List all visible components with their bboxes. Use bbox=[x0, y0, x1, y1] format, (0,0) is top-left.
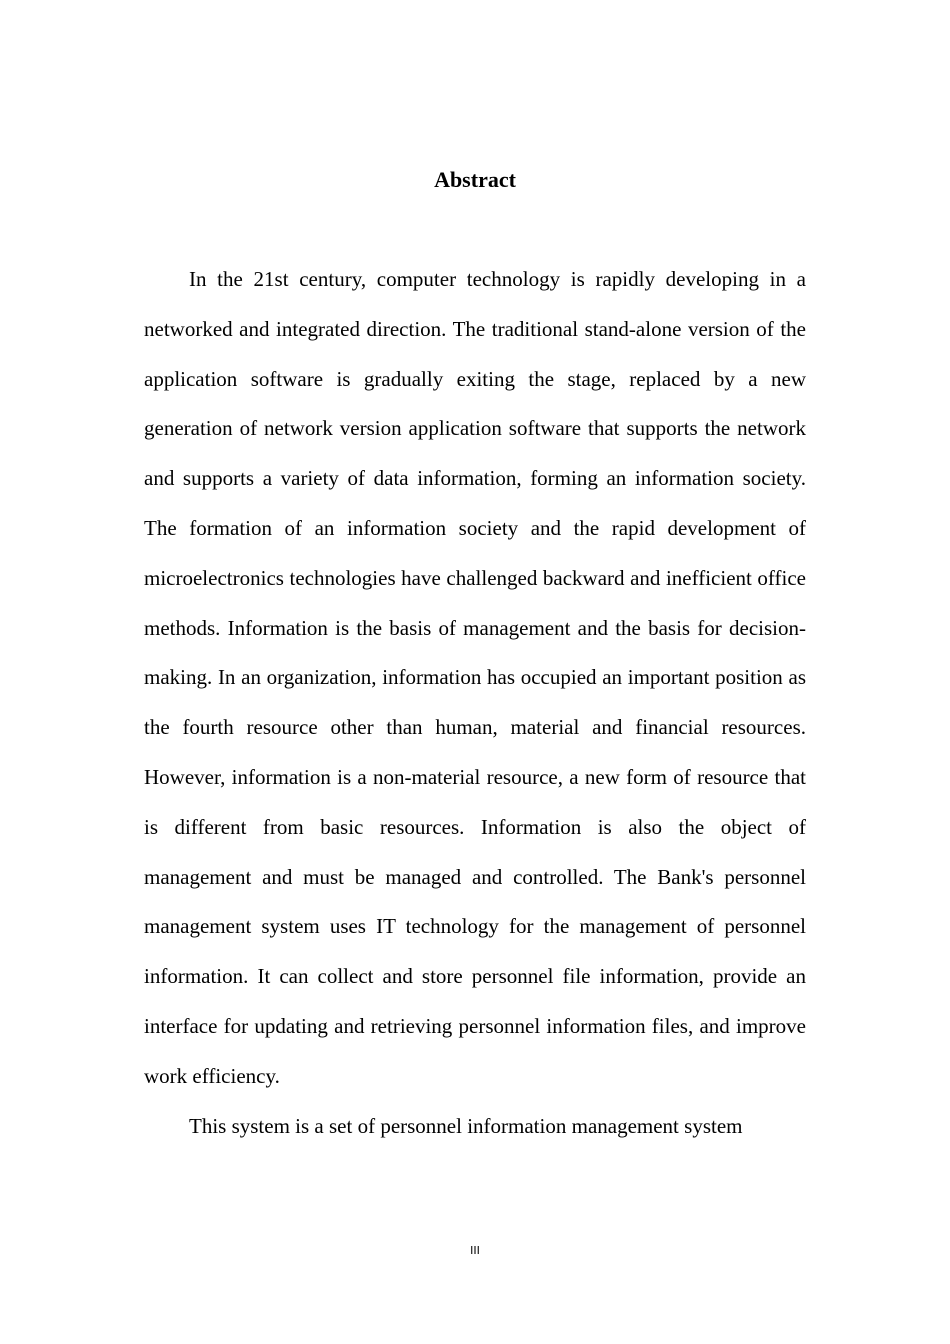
abstract-body bbox=[144, 255, 806, 1151]
abstract-paragraph-1: In the 21st century, computer technology is rapidly developing in a networked and integrated direction. The traditional stand-alone version of the application software is gradually exiting the stage, replaced by a new generation of network version application software that supports the network and supports a variety of data information, forming an information society. The formation of an information society and the rapid development of microelectronics technologies have challenged backward and inefficient office methods. Information is the basis of management and the basis for decision-making. In an organization, information has occupied an important position as the fourth resource other than human, material and financial resources. However, information is a non-material resource, a new form of resource that is different from basic resources. Information is also the object of management and must be managed and controlled. The Bank's personnel management system uses IT technology for the management of personnel information. It can collect and store personnel file information, provide an interface for updating and retrieving personnel information files, and improve work efficiency. bbox=[144, 267, 806, 1088]
abstract-title: Abstract bbox=[434, 167, 516, 192]
page-number: III bbox=[470, 1244, 480, 1257]
abstract-paragraph-2: This system is a set of personnel information management system bbox=[189, 1113, 743, 1138]
